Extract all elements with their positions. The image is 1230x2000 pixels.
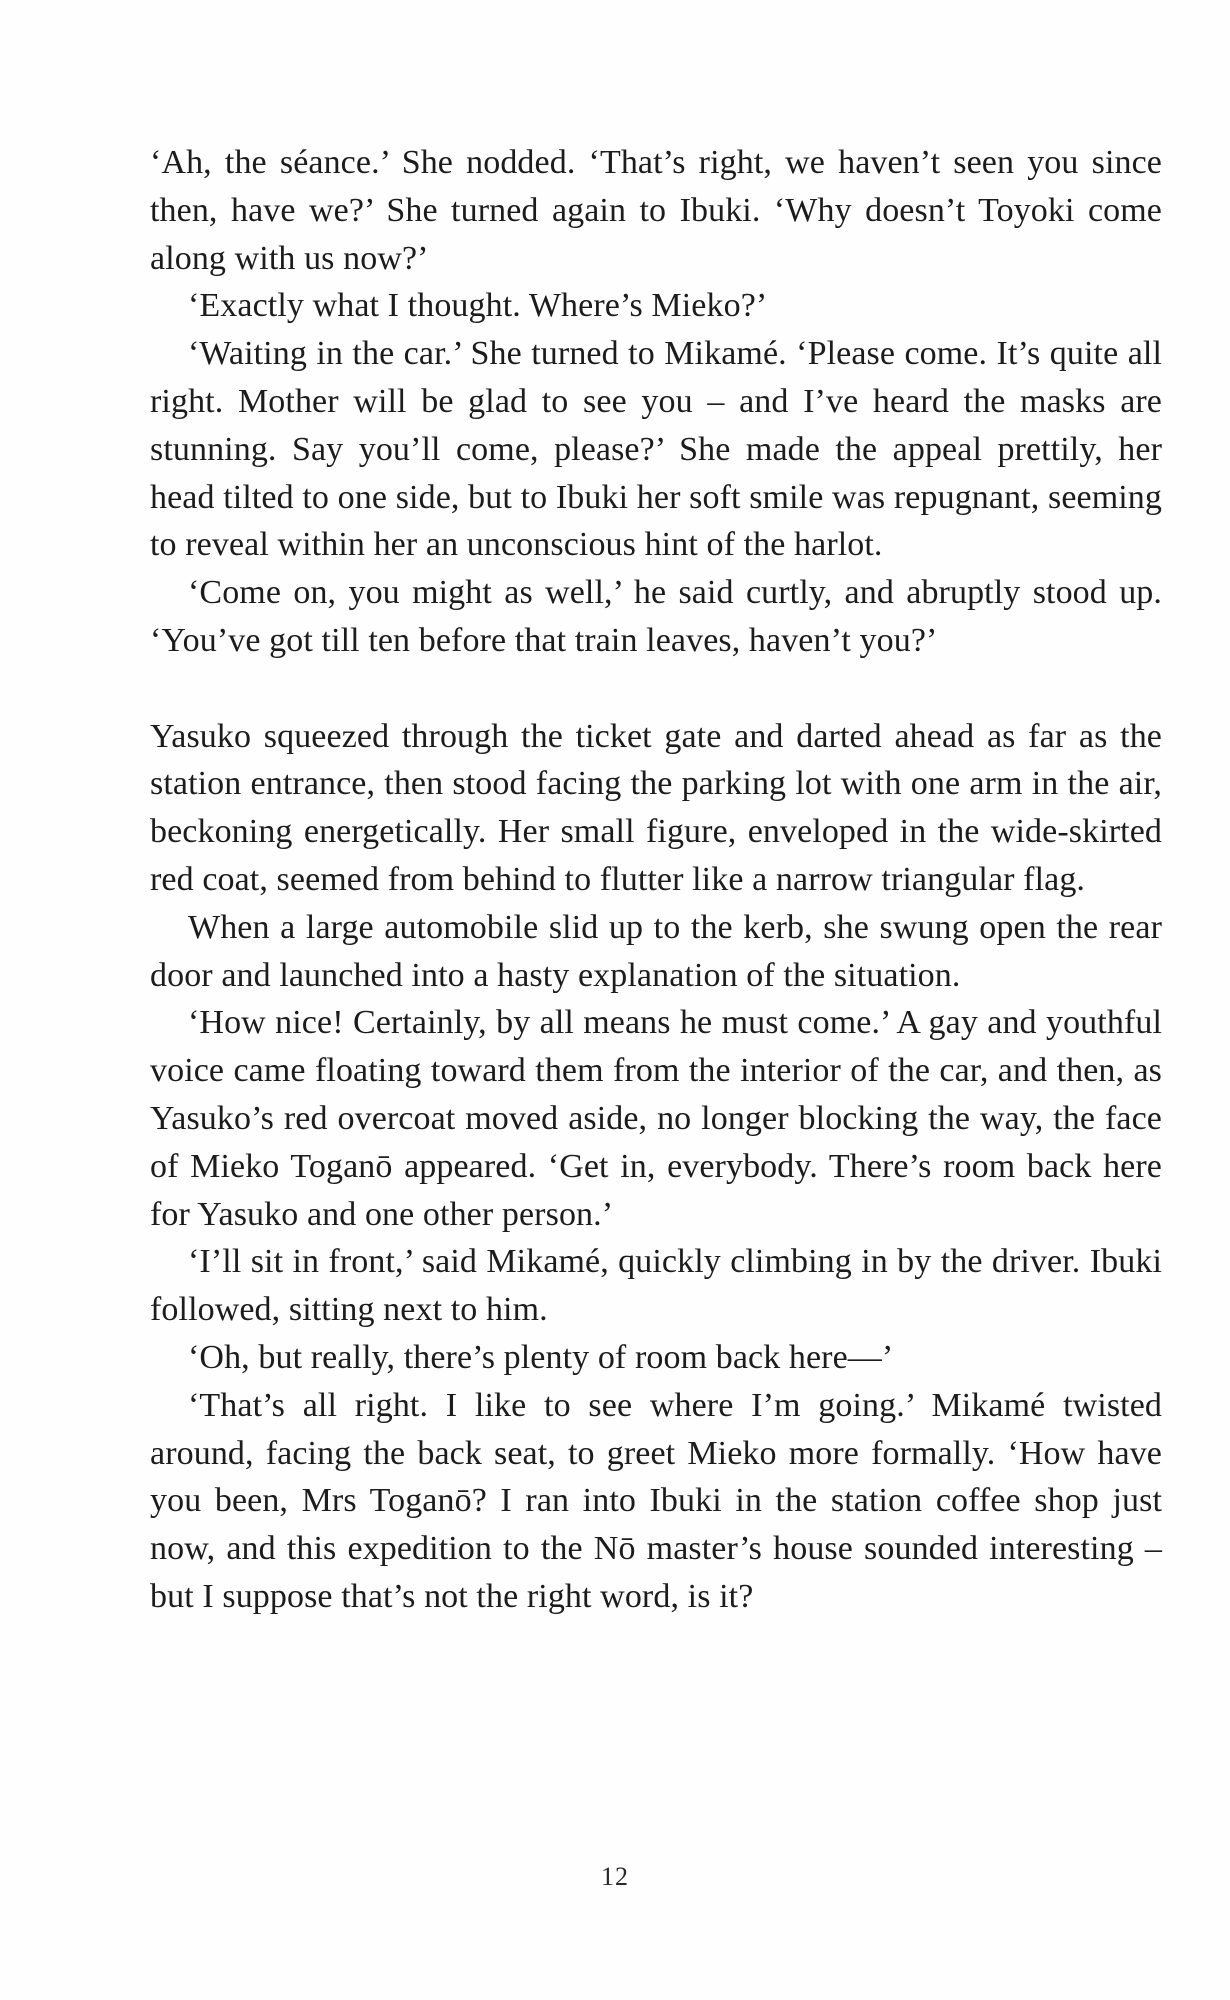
paragraph: ‘Exactly what I thought. Where’s Mieko?’ xyxy=(188,287,768,325)
paragraph: When a large automobile slid up to the kerb, she swung open the rear door and launched into a hasty explanation of the situation. xyxy=(150,908,1162,994)
paragraph: ‘Come on, you might as well,’ he said curtly, and abruptly stood up. ‘You’ve got till ten before that train leaves, haven’t you?’ xyxy=(150,574,1162,659)
paragraph: ‘Waiting in the car.’ She turned to Mikamé. ‘Please come. It’s quite all right. Mother will be glad to see you – and I’ve heard the masks are stunning. Say you’ll come, please?’ She made the appeal prettily, her head tilted to one side, but to Ibuki her soft smile was repugnant, seeming to reveal within her an unconscious hint of the harlot. xyxy=(150,335,1162,564)
paragraph: ‘That’s all right. I like to see where I’m going.’ Mikamé twisted around, facing the back seat, to greet Mieko more formally. ‘How have you been, Mrs Toganō? I ran into Ibuki in the station coffee shop just now, and this expedition to the Nō master’s house sounded interesting – but I suppose that’s not the right word, is it? xyxy=(150,1386,1162,1615)
page-number: 12 xyxy=(601,1862,629,1891)
paragraph: Yasuko squeezed through the ticket gate and darted ahead as far as the station entrance, then stood facing the parking lot with one arm in the air, beckoning energetically. Her small figure, enveloped in the wide-skirted red coat, seemed from behind to flutter like a narrow triangular flag. xyxy=(150,717,1162,898)
paragraph: ‘How nice! Certainly, by all means he must come.’ A gay and youthful voice came floating toward them from the interior of the car, and then, as Yasuko’s red overcoat moved aside, no longer blocking the way, the face of Mieko Toganō appeared. ‘Get in, everybody. There’s room back here for Yasuko and one other person.’ xyxy=(150,1004,1162,1233)
paragraph: ‘Oh, but really, there’s plenty of room back here—’ xyxy=(188,1338,894,1376)
paragraph: ‘Ah, the séance.’ She nodded. ‘That’s right, we haven’t seen you since then, have we?’ She turned again to Ibuki. ‘Why doesn’t Toyoki come along with us now?’ xyxy=(150,144,1162,277)
body-text xyxy=(150,139,1162,1621)
paragraph: ‘I’ll sit in front,’ said Mikamé, quickly climbing in by the driver. Ibuki followed, sitting next to him. xyxy=(150,1243,1162,1329)
section-break xyxy=(150,665,1162,713)
